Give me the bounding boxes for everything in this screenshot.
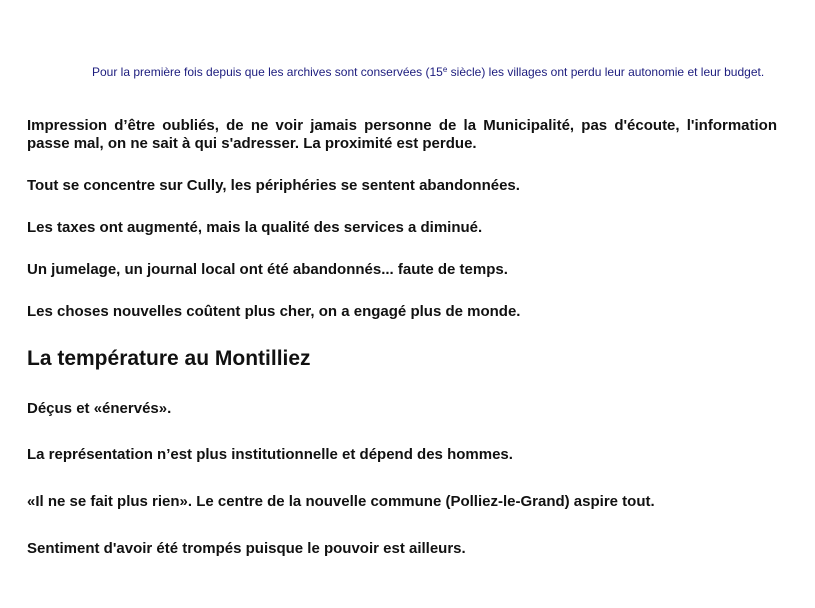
paragraph-impression: Impression d’être oubliés, de ne voir jamais personne de la Municipalité, pas d'écoute, l'information passe mal, on ne sait à qui s'adresser. La proximité est perdue. [27,117,777,152]
paragraph-sentiment: Sentiment d'avoir été trompés puisque le pouvoir est ailleurs. [27,540,466,557]
paragraph-jumelage: Un jumelage, un journal local ont été abandonnés... faute de temps. [27,261,508,278]
quote-paragraph [92,65,778,79]
paragraph-cully: Tout se concentre sur Cully, les périphéries se sentent abandonnées. [27,177,520,194]
paragraph-taxes: Les taxes ont augmenté, mais la qualité des services a diminué. [27,219,483,236]
quote-superscript: e [442,65,448,74]
paragraph-decus: Déçus et «énervés». [27,400,172,417]
quote-text-end: siècle) les villages ont perdu leur autonomie et leur budget. [447,65,765,79]
paragraph-representation: La représentation n’est plus institutionnelle et dépend des hommes. [27,446,513,463]
paragraph-choses-nouvelles: Les choses nouvelles coûtent plus cher, on a engagé plus de monde. [27,303,521,320]
section-heading: La température au Montilliez [27,347,311,370]
quote-text-start: Pour la première fois depuis que les archives sont conservées (15 [92,65,443,79]
paragraph-il-ne-se-fait: «Il ne se fait plus rien». Le centre de la nouvelle commune (Polliez-le-Grand) aspire tout. [27,493,655,510]
